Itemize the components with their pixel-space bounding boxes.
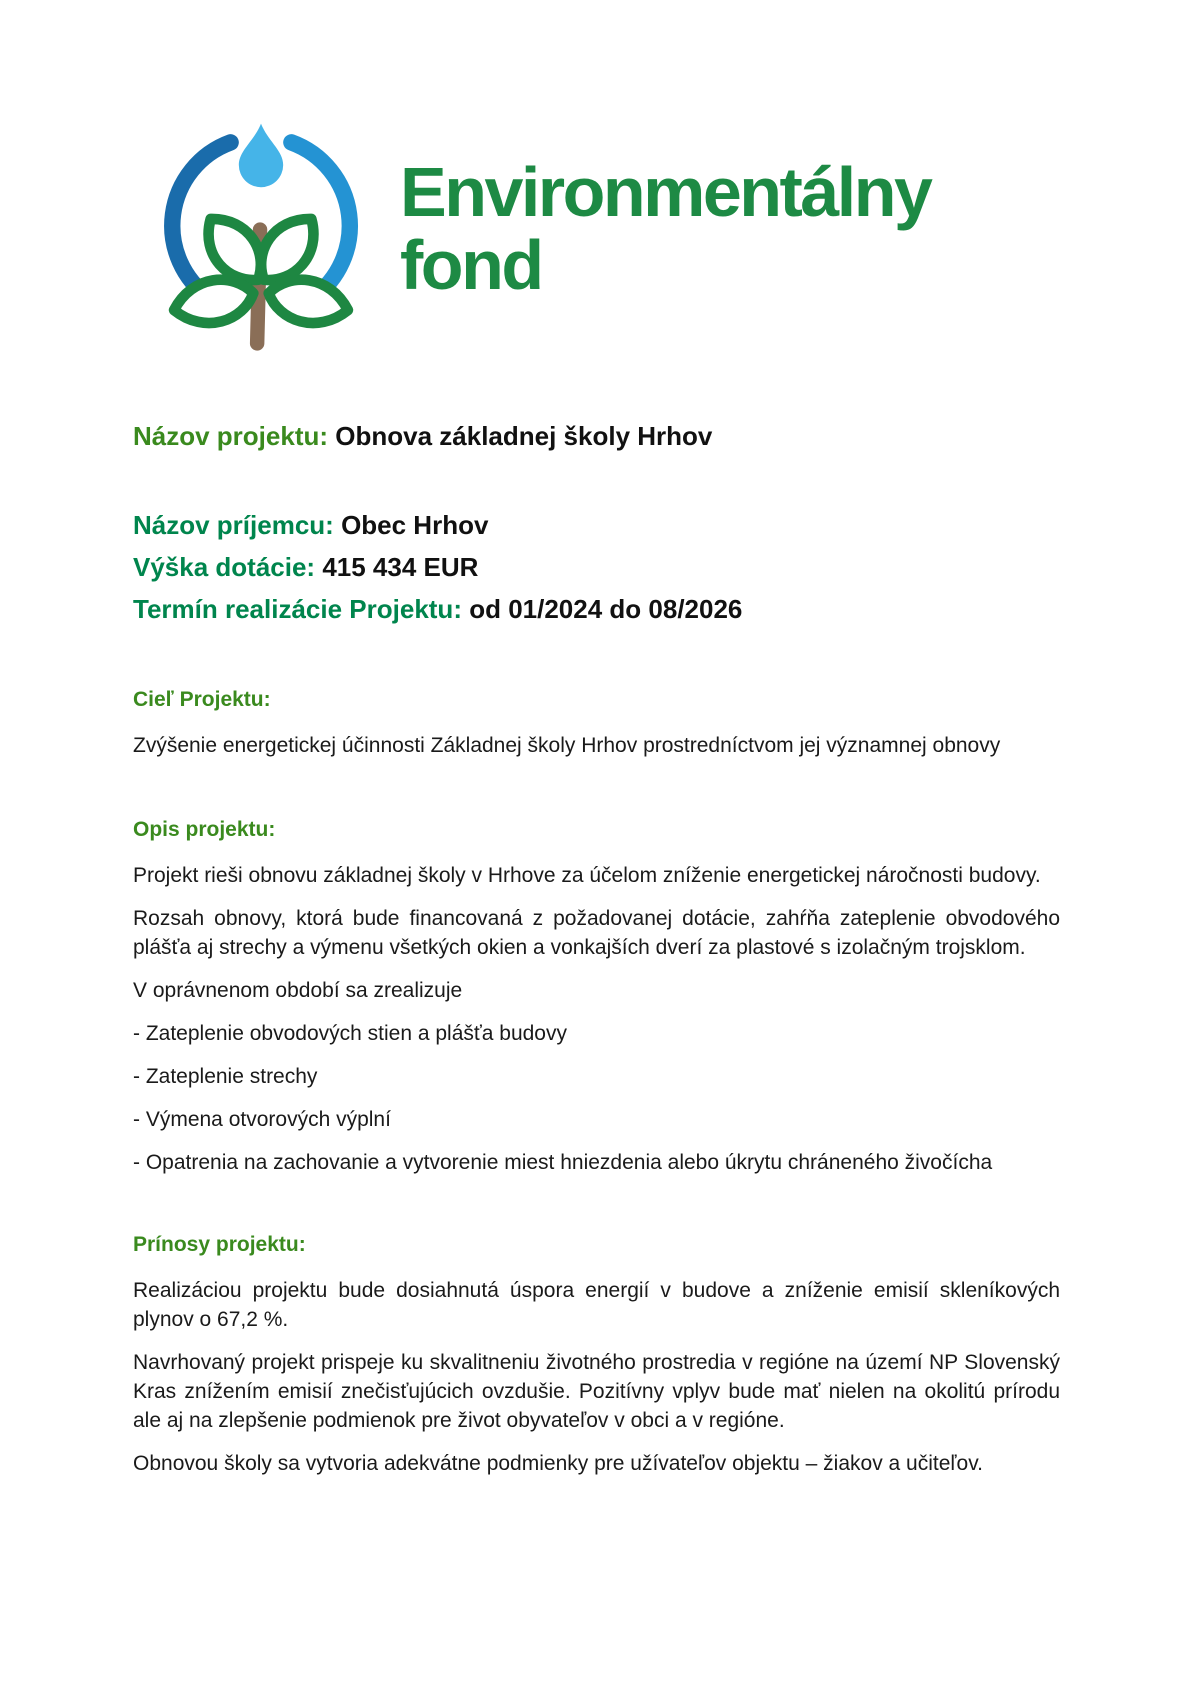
description-paragraph: Rozsah obnovy, ktorá bude financovaná z požadovanej dotácie, zahŕňa zateplenie obvodového plášťa aj strechy a výmenu všetkých okien a vonkajších dverí za plastové s izolačným trojsklom. [133,907,1060,959]
recipient-label: Názov príjemcu: [133,510,334,540]
recipient-line [133,504,1060,546]
benefits-paragraph: Navrhovaný projekt prispeje ku skvalitneniu životného prostredia v regióne na území NP Slovenský Kras znížením emisií znečisťujúcich ovzdušie. Pozitívny vplyv bude mať nielen na okolitú prírodu ale aj na zlepšenie podmienok pre život obyvateľov v obci a v regióne. [133,1351,1060,1432]
logo-wordmark-line1: Environmentálny [400,153,931,231]
section-goal-heading: Cieľ Projektu: [133,688,271,711]
list-item: - Opatrenia na zachovanie a vytvorenie miest hniezdenia alebo úkrytu chráneného živočícha [133,1151,993,1174]
logo [150,112,1060,352]
term-label: Termín realizácie Projektu: [133,594,462,624]
section-benefits [133,1233,1060,1478]
section-description-heading: Opis projektu: [133,818,276,841]
environmental-fund-logo-icon [150,112,372,353]
benefits-paragraph: Realizáciou projektu bude dosiahnutá úspora energií v budove a zníženie emisií skleníkových plynov o 67,2 %. [133,1279,1060,1331]
description-paragraph: V oprávnenom období sa zrealizuje [133,979,463,1002]
benefits-paragraph: Obnovou školy sa vytvoria adekvátne podmienky pre užívateľov objektu – žiakov a učiteľov. [133,1452,983,1475]
grant-amount-label: Výška dotácie: [133,552,316,582]
list-item: - Zateplenie obvodových stien a plášťa budovy [133,1022,567,1045]
list-item: - Výmena otvorových výplní [133,1108,391,1131]
grant-amount-line [133,546,1060,588]
recipient-value: Obec Hrhov [341,510,489,540]
description-paragraph: Projekt rieši obnovu základnej školy v Hrhove za účelom zníženie energetickej náročnosti budovy. [133,864,1041,887]
section-goal [133,688,1060,760]
section-benefits-heading: Prínosy projektu: [133,1233,306,1256]
list-item: - Zateplenie strechy [133,1065,318,1088]
term-value: od 01/2024 do 08/2026 [469,594,743,624]
logo-wordmark [400,153,931,304]
project-name-line [133,420,1060,452]
goal-paragraph: Zvýšenie energetickej účinnosti Základnej školy Hrhov prostredníctvom jej významnej obnovy [133,734,1001,757]
section-description [133,818,1060,1177]
term-line [133,588,1060,630]
project-name-label: Názov projektu: [133,421,329,451]
logo-wordmark-line2: fond [400,225,542,304]
grant-amount-value: 415 434 EUR [322,552,479,582]
project-name-value: Obnova základnej školy Hrhov [335,421,713,451]
project-info-block [133,504,1060,630]
